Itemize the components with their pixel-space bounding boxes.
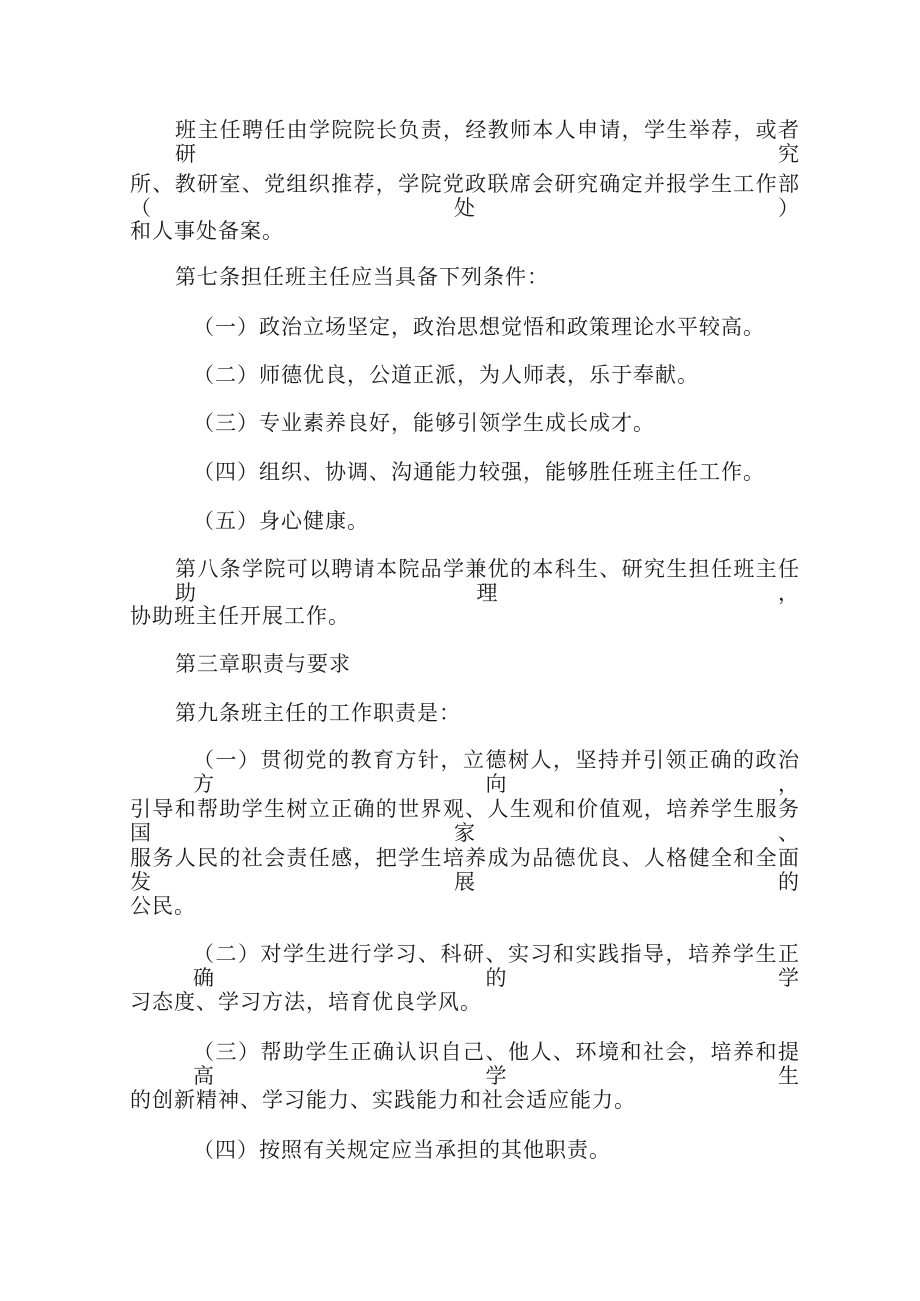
list-item: （一）贯彻党的教育方针，立德树人，坚持并引领正确的政治方向， bbox=[193, 748, 800, 796]
paragraph-line: 的创新精神、学习能力、实践能力和社会适应能力。 bbox=[130, 1088, 636, 1112]
list-item: （一）政治立场坚定，政治思想觉悟和政策理论水平较高。 bbox=[193, 315, 765, 339]
list-item: （二）对学生进行学习、科研、实习和实践指导，培养学生正确的学 bbox=[193, 942, 800, 990]
chapter-heading: 第三章职责与要求 bbox=[175, 652, 351, 676]
article-heading: 第七条担任班主任应当具备下列条件： bbox=[175, 265, 549, 289]
paragraph-line: 第八条学院可以聘请本院品学兼优的本科生、研究生担任班主任助理， bbox=[175, 557, 800, 605]
list-item: （三）帮助学生正确认识自己、他人、环境和社会，培养和提高学生 bbox=[193, 1040, 800, 1088]
paragraph-line: 习态度、学习方法，培育优良学风。 bbox=[130, 990, 482, 1014]
paragraph-line: 引导和帮助学生树立正确的世界观、人生观和价值观，培养学生服务国家、 bbox=[130, 797, 800, 845]
list-item: （五）身心健康。 bbox=[193, 509, 369, 533]
list-item: （三）专业素养良好，能够引领学生成长成才。 bbox=[193, 411, 655, 435]
article-heading: 第九条班主任的工作职责是： bbox=[175, 701, 461, 725]
paragraph-line: 所、教研室、党组织推荐，学院党政联席会研究确定并报学生工作部（处） bbox=[130, 172, 800, 220]
paragraph-line: 班主任聘任由学院院长负责，经教师本人申请，学生举荐，或者研究 bbox=[175, 118, 800, 166]
paragraph-line: 服务人民的社会责任感，把学生培养成为品德优良、人格健全和全面发展的 bbox=[130, 846, 800, 894]
paragraph-line: 协助班主任开展工作。 bbox=[130, 604, 350, 628]
paragraph-line: 公民。 bbox=[130, 894, 196, 918]
paragraph-line: 和人事处备案。 bbox=[130, 219, 284, 243]
list-item: （四）按照有关规定应当承担的其他职责。 bbox=[193, 1138, 611, 1162]
list-item: （四）组织、协调、沟通能力较强，能够胜任班主任工作。 bbox=[193, 460, 765, 484]
list-item: （二）师德优良，公道正派，为人师表，乐于奉献。 bbox=[193, 363, 699, 387]
